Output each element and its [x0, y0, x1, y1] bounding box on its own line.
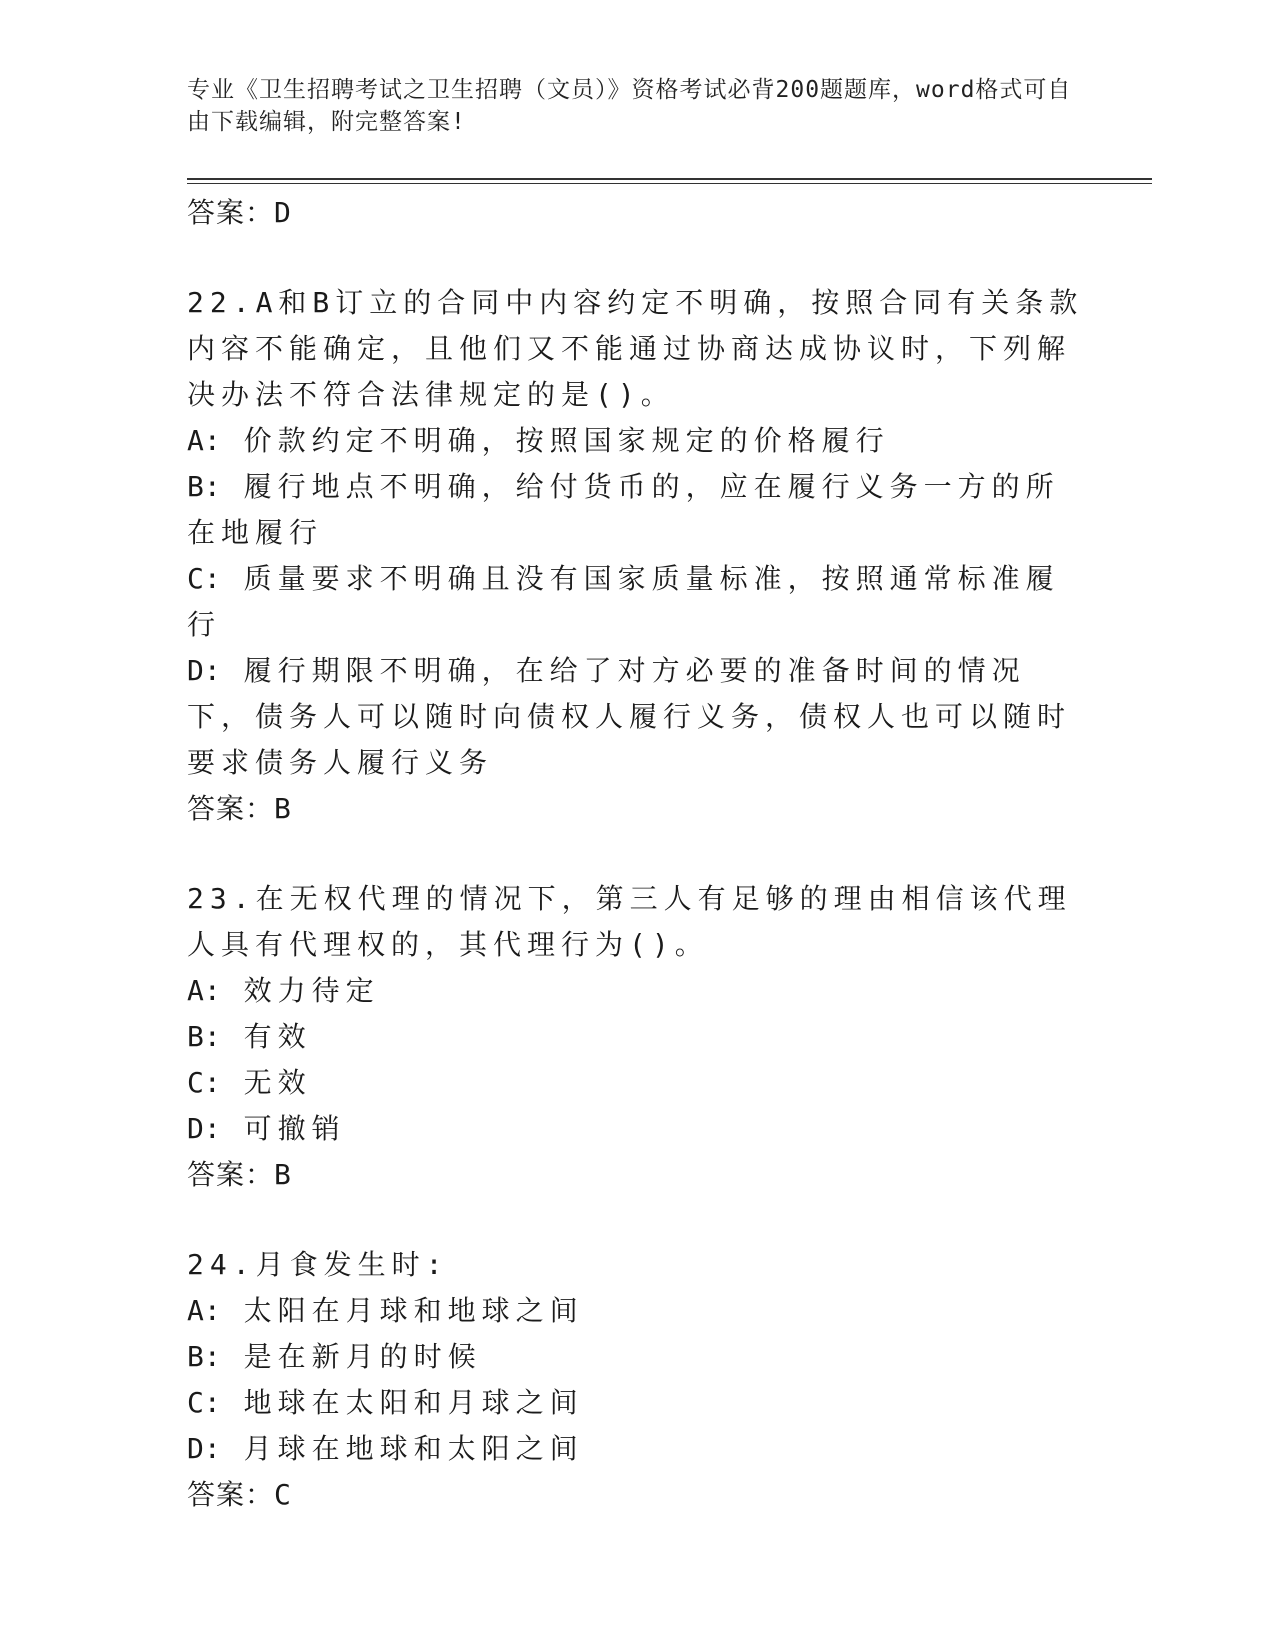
question-stem: 24.月食发生时: [187, 1248, 449, 1281]
answer-line: 答案：B [187, 1158, 292, 1191]
option-a [187, 968, 1087, 1014]
option-d [187, 1426, 1087, 1472]
option-text: 履行期限不明确，在给了对方必要的准备时间的情况下，债务人可以随时向债权人履行义务，债权人也可以随时要求债务人履行义务 [187, 654, 1072, 779]
option-d [187, 1106, 1087, 1152]
option-text: 无效 [243, 1066, 312, 1099]
question-23 [187, 876, 1087, 1198]
option-c [187, 556, 1087, 648]
question-stem: 23.在无权代理的情况下，第三人有足够的理由相信该代理人具有代理权的，其代理行为()。 [187, 882, 1072, 961]
option-letter: B: [187, 1340, 221, 1373]
option-letter: B: [187, 1020, 221, 1053]
option-text: 有效 [243, 1020, 312, 1053]
option-text: 履行地点不明确，给付货币的，应在履行义务一方的所在地履行 [187, 470, 1060, 549]
option-b [187, 464, 1087, 556]
option-text: 太阳在月球和地球之间 [243, 1294, 584, 1327]
option-text: 月球在地球和太阳之间 [243, 1432, 584, 1465]
option-text: 地球在太阳和月球之间 [243, 1386, 584, 1419]
option-c [187, 1380, 1087, 1426]
option-letter: A: [187, 1294, 221, 1327]
option-b [187, 1014, 1087, 1060]
question-24 [187, 1242, 1087, 1518]
header-divider-thin [187, 183, 1152, 184]
option-d [187, 648, 1087, 786]
option-text: 可撤销 [243, 1112, 346, 1145]
option-text: 质量要求不明确且没有国家质量标准，按照通常标准履行 [187, 562, 1060, 641]
option-letter: A: [187, 974, 221, 1007]
question-list [187, 190, 1087, 1518]
header-divider-thick [187, 178, 1152, 180]
option-b [187, 1334, 1087, 1380]
option-letter: D: [187, 1432, 221, 1465]
page-header [187, 74, 1087, 138]
question-22 [187, 280, 1087, 832]
option-a [187, 418, 1087, 464]
option-a [187, 1288, 1087, 1334]
option-letter: C: [187, 1386, 221, 1419]
answer-line: 答案：D [187, 196, 292, 229]
option-letter: A: [187, 424, 221, 457]
option-letter: D: [187, 1112, 221, 1145]
option-letter: C: [187, 562, 221, 595]
option-text: 效力待定 [243, 974, 380, 1007]
answer-line: 答案：B [187, 792, 292, 825]
answer-line: 答案：C [187, 1478, 292, 1511]
question-stem: 22.A和B订立的合同中内容约定不明确，按照合同有关条款内容不能确定，且他们又不能通过协商达成协议时，下列解决办法不符合法律规定的是()。 [187, 286, 1084, 411]
option-letter: C: [187, 1066, 221, 1099]
option-c [187, 1060, 1087, 1106]
option-text: 价款约定不明确，按照国家规定的价格履行 [243, 424, 890, 457]
option-text: 是在新月的时候 [243, 1340, 482, 1373]
option-letter: B: [187, 470, 221, 503]
header-title: 专业《卫生招聘考试之卫生招聘（文员）》资格考试必背200题题库，word格式可自由下载编辑，附完整答案! [187, 77, 1072, 135]
option-letter: D: [187, 654, 221, 687]
